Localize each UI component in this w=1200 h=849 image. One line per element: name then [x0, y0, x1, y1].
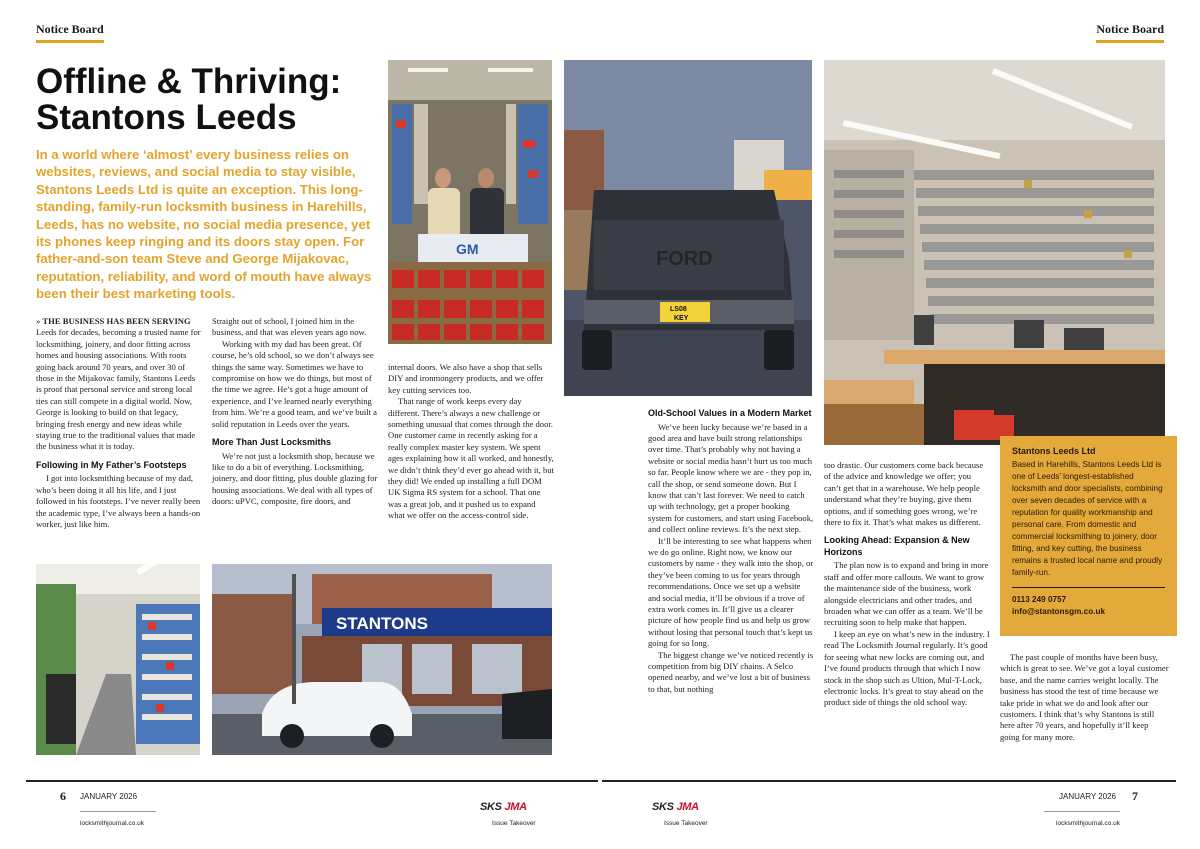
- title-line-1: Offline & Thriving:: [36, 62, 342, 101]
- article-column-4: [648, 408, 814, 695]
- page-number-left: 6: [60, 789, 66, 803]
- photo-truck: [564, 60, 812, 396]
- paragraph: internal doors. We also have a shop that sells DIY and ironmongery products, and we offer key cutting services too.: [388, 362, 544, 395]
- truck-brand-text: FORD: [656, 248, 713, 270]
- logo-sks: SKS: [480, 801, 502, 813]
- footer-divider-right: [1044, 811, 1120, 812]
- paragraph: Leeds for decades, becoming a trusted name for locksmithing, joinery, and door fitting across homes and housing associations. With roots going back around 70 years, and over 30 of those in the Mijakovac family, Stantons Leeds is proof that personal service and strong local ties can still compete in a digital world. Now, George is looking to build on that legacy, bringing fresh energy and new ideas while staying true to the traditional values that made the business what it is today.: [36, 327, 201, 452]
- svg-text:GM: GM: [456, 241, 479, 257]
- sks-jma-logo-left: [480, 801, 527, 813]
- article-column-6: [1000, 652, 1170, 743]
- sks-jma-logo-right: [652, 801, 699, 813]
- paragraph: The past couple of months have been busy, which is great to see. We’ve got a loyal customer base, and the name carries weight locally. The business has stood the test of time because we take pride in what we do and look after our customers. I think that’s why Stantons is still here after 70 years, and hopefully it’ll keep going for many more.: [1000, 652, 1169, 742]
- photo-shop-interior: [36, 564, 200, 755]
- logo-sks: SKS: [652, 801, 674, 813]
- article-column-3: [388, 362, 554, 522]
- paragraph: I got into locksmithing because of my dad, who’s been doing it all his life, and I just followed in his footsteps. I’ve never really been the academic type, I’ve always been a hands-on worker, just like him.: [36, 473, 201, 529]
- logo-jma: JMA: [504, 801, 527, 813]
- footer-date-left: JANUARY 2026: [80, 792, 138, 801]
- standfirst: In a world where ‘almost’ every business relies on websites, reviews, and social media to stay visible, Stantons Leeds Ltd is quite an exception. This long-standing, family-run locksmith business in Harehills, Leeds, has no website, no social media presence, yet its phones keep ringing and its doors stay open. For father-and-son team Steve and George Mijakovac, reputation, reliability, and word of mouth have always been their best marketing tools.: [36, 147, 372, 302]
- info-box-email: info@stantonsgm.co.uk: [1012, 607, 1106, 616]
- column1-opening: [36, 316, 202, 453]
- truck-plate-line1: LS08: [670, 306, 687, 313]
- footer-rule-left: [26, 780, 598, 782]
- logo-jma: JMA: [676, 801, 699, 813]
- page-number-right: 7: [1132, 789, 1138, 803]
- info-box-heading: Stantons Leeds Ltd: [1012, 446, 1096, 456]
- article-title: [36, 64, 381, 136]
- paragraph: too drastic. Our customers come back because of the advice and knowledge we offer; you can’t get that in a warehouse. We help people understand what they’re buying, give them options, and if something goes wrong, we’re there to fix it. That’s what makes us different.: [824, 460, 984, 528]
- paragraph: Straight out of school, I joined him in the business, and that was eleven years ago now.: [212, 316, 367, 338]
- paragraph: We’ve been lucky because we’re based in a good area and have built strong relationships over time. That’s probably why not having a website or social media hasn’t hurt us too much so far. People know where we are - they pop in, call the shop, or send someone down. But I know that can’t last forever. We need to catch up with technology, get a proper booking system for customers, and start using Facebook, and collect online reviews. It’s the next step.: [648, 421, 814, 535]
- footer-url-right: locksmithjournal.co.uk: [1056, 820, 1120, 827]
- title-line-2: Stantons Leeds: [36, 98, 297, 137]
- article-column-5: [824, 460, 990, 709]
- subheading: Following in My Father’s Footsteps: [36, 459, 187, 470]
- paragraph: Working with my dad has been great. Of course, he’s old school, so we don’t always see things the same way. Sometimes we have to compromise on how we do things, but most of the time we agree. He’s got a huge amount of experience, and I’ve learned nearly everything from him. We’re a good team, and we’ve built a solid reputation in Leeds over the years.: [212, 338, 378, 429]
- photo-owners: [388, 60, 552, 344]
- paragraph: The plan now is to expand and bring in more staff and offer more callouts. We want to grow the maintenance side of the business, work alongside electricians and other trades, and broaden what we can offer as a team. We’ll be recruiting soon to help make that happen.: [824, 560, 989, 628]
- subheading: Old-School Values in a Modern Market: [648, 408, 812, 418]
- truck-plate-line2: KEY: [674, 315, 689, 322]
- article-column-1: [36, 316, 202, 530]
- lead-in: THE BUSINESS HAS BEEN SERVING: [42, 316, 191, 326]
- takeover-label-left: Issue Takeover: [492, 820, 536, 827]
- shop-sign-text: STANTONS: [336, 614, 428, 633]
- footer-date-right: JANUARY 2026: [1059, 792, 1117, 801]
- subheading: More Than Just Locksmiths: [212, 437, 332, 448]
- section-tag-right: Notice Board: [1096, 22, 1164, 43]
- company-info-box: [1000, 436, 1177, 636]
- photo-key-wall: [824, 60, 1165, 445]
- photo-shop-front: [212, 564, 552, 755]
- article-column-2: [212, 316, 378, 508]
- info-box-divider: [1012, 587, 1165, 588]
- section-tag-left: Notice Board: [36, 22, 104, 43]
- info-box-body: Based in Harehills, Stantons Leeds Ltd is one of Leeds’ longest-established locksmith and door specialists, combining over seven decades of service with a reputation for quality workmanship and personal care. From domestic and commercial locksmithing to joinery, door fitting, and key cutting, the business remains a trusted local name and proudly family-run.: [1012, 460, 1163, 577]
- paragraph: That range of work keeps every day different. There’s always a new challenge or something unusual that comes through the door. One customer came in recently asking for a really complex master key system. We spent ages explaining how it all worked, and honestly, we didn’t think they’d ever go ahead with it, but they did! We ended up installing a full DOM UK Sigma RS system for a school. That one was a great job, and it pushed us to expand what we offer on the access-control side.: [388, 396, 554, 521]
- paragraph: The biggest change we’ve noticed recently is competition from big DIY chains. A Selco opened nearby, and we’ve lost a bit of business to that, but nothing: [648, 649, 814, 694]
- subheading: Looking Ahead: Expansion & New Horizons: [824, 535, 970, 557]
- paragraph: It’ll be interesting to see what happens when we do go online. Right now, we know our customers by name - they walk into the shop, or they’ve been coming to us for years through recommendations. Once we set up a website and social media, it’ll be obvious if a trove of extra work comes in. It’ll give us a clearer picture of how people find us and help us grow without losing that personal touch that’s kept us going for so long.: [648, 535, 814, 649]
- paragraph: I keep an eye on what’s new in the industry. I read The Locksmith Journal regularly. It’s good for seeing what new locks are coming out, and I’ve found products through that which I now stock in the shop such as Ultion, Mul-T-Lock, electronic locks. It’s great to stay ahead on the product side of things the old school way.: [824, 628, 990, 708]
- footer-rule-right: [602, 780, 1176, 782]
- lead-marker: »: [36, 316, 43, 326]
- takeover-label-right: Issue Takeover: [664, 820, 708, 827]
- paragraph: We’re not just a locksmith shop, because we like to do a bit of everything. Locksmithing, joinery, and door fitting, plus double glazing for housing associations. We deal with all types of doors: uPVC, composite, fire doors, and: [212, 450, 378, 507]
- footer-divider-left: [80, 811, 156, 812]
- footer-url-left: locksmithjournal.co.uk: [80, 820, 144, 827]
- info-box-phone: 0113 249 0757: [1012, 595, 1067, 604]
